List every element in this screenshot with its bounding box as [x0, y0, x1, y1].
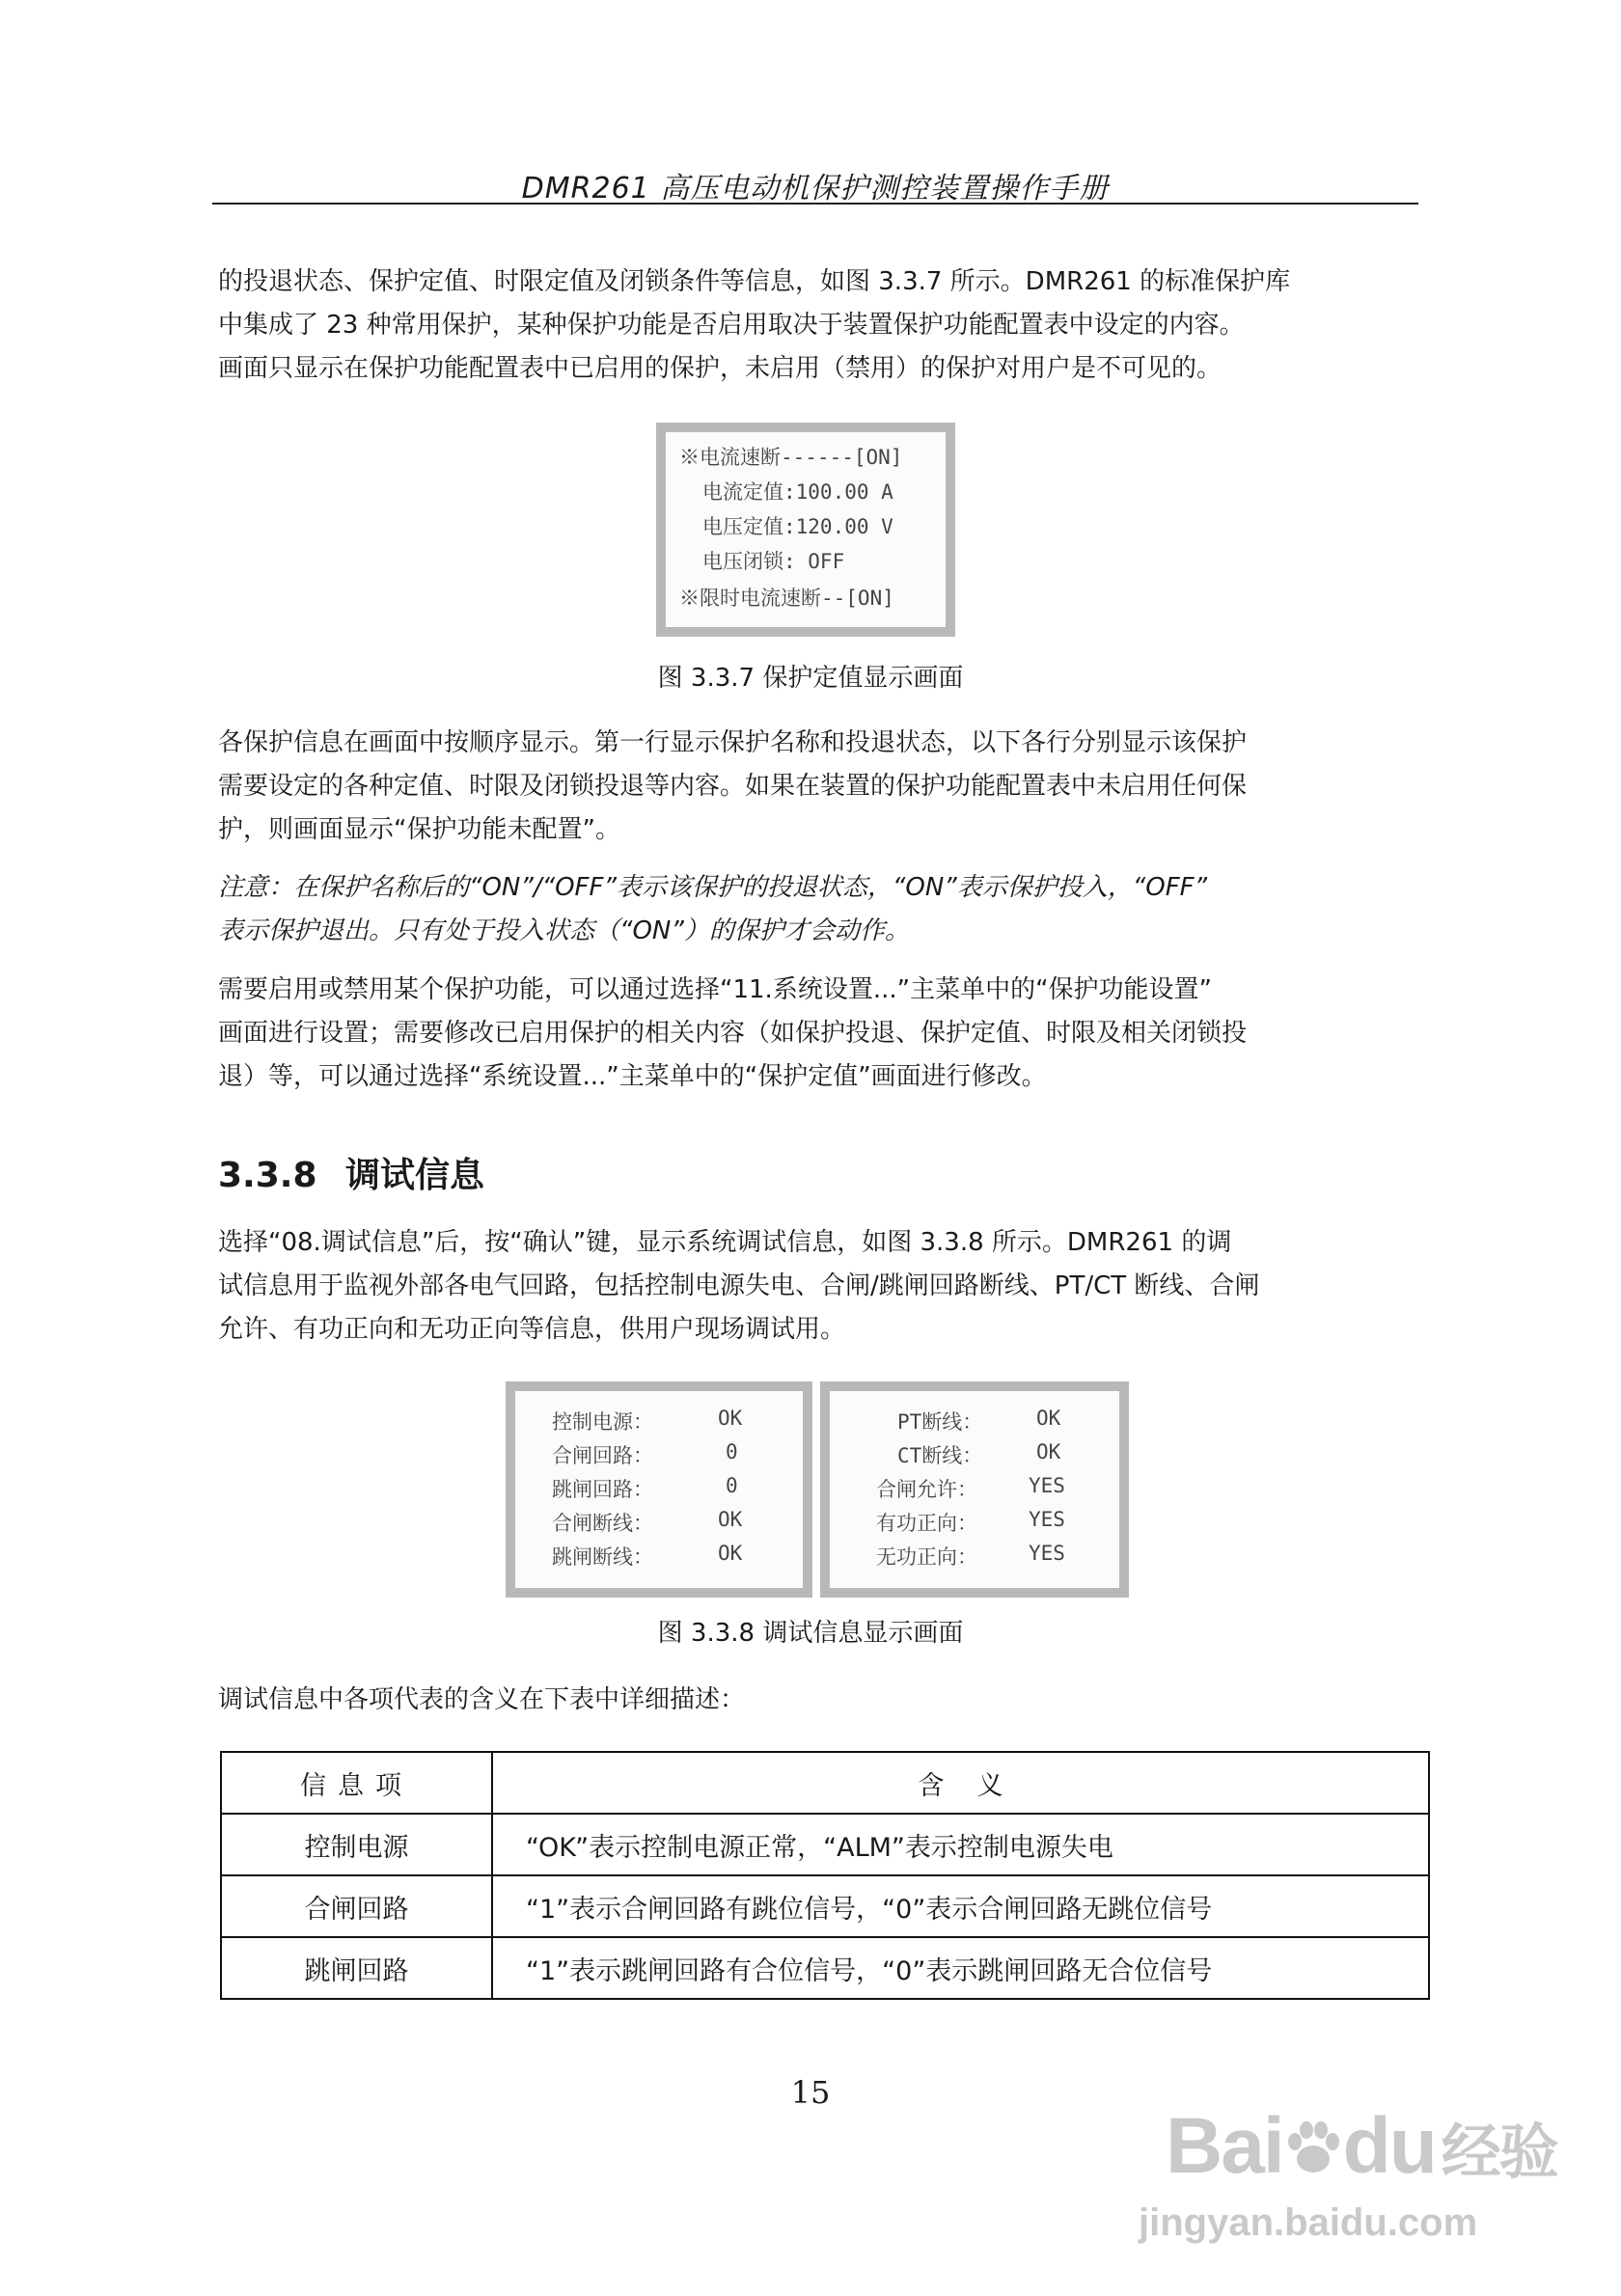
debug-label: 有功正向： [876, 1512, 977, 1535]
paragraph-line: 退）等，可以通过选择“系统设置...”主菜单中的“保护定值”画面进行修改。 [218, 1062, 1047, 1091]
debug-label: 跳闸回路： [552, 1478, 653, 1501]
section-title: 调试信息 [345, 1156, 485, 1195]
paw-icon [1283, 2107, 1343, 2167]
watermark-url: jingyan.baidu.com [1139, 2201, 1478, 2244]
debug-value: YES [1029, 1542, 1065, 1565]
table-row [221, 1937, 1429, 1999]
figure-338-left-screen [506, 1381, 812, 1598]
debug-label: 合闸回路： [552, 1444, 653, 1467]
debug-value: OK [718, 1407, 743, 1430]
header-rule [212, 203, 1418, 205]
paragraph-enable-disable [218, 969, 1415, 1099]
debug-info-table [220, 1751, 1430, 2000]
debug-value: YES [1029, 1508, 1065, 1531]
lcd-line: 电压定值:120.00 V [702, 515, 893, 538]
paragraph-line: 选择“08.调试信息”后，按“确认”键，显示系统调试信息，如图 3.3.8 所示。DMR261 的调 [218, 1228, 1232, 1257]
section-number: 3.3.8 [218, 1156, 317, 1195]
table-header-item: 信息项 [221, 1752, 492, 1814]
paragraph-debug-info [218, 1221, 1415, 1352]
lcd-line: ※电流速断------[ON] [679, 446, 903, 469]
paragraph-line: 护，则画面显示“保护功能未配置”。 [218, 815, 620, 844]
figure-337-screen [656, 423, 955, 637]
debug-value: YES [1029, 1474, 1065, 1497]
paragraph-line: 允许、有功正向和无功正向等信息，供用户现场调试用。 [218, 1315, 846, 1344]
lcd-line: 电压闭锁: OFF [702, 550, 845, 573]
paragraph-line: 试信息用于监视外部各电气回路，包括控制电源失电、合闸/跳闸回路断线、PT/CT 断线、合闸 [218, 1271, 1260, 1300]
debug-label: 无功正向： [876, 1545, 977, 1569]
debug-label: 控制电源： [552, 1410, 653, 1434]
table-cell-meaning: “OK”表示控制电源正常，“ALM”表示控制电源失电 [492, 1814, 1429, 1875]
table-cell-item: 控制电源 [221, 1814, 492, 1875]
debug-label: 合闸允许： [876, 1478, 977, 1501]
figure-338-caption: 图 3.3.8 调试信息显示画面 [657, 1619, 964, 1648]
paragraph-line: 需要启用或禁用某个保护功能，可以通过选择“11.系统设置...”主菜单中的“保护功能设置” [218, 975, 1213, 1004]
table-cell-item: 合闸回路 [221, 1875, 492, 1937]
paragraph-display-order [218, 722, 1415, 852]
page-number: 15 [790, 2074, 831, 2111]
table-intro [218, 1679, 1415, 1722]
table-header-meaning: 含 义 [492, 1752, 1429, 1814]
table-header-row [221, 1752, 1429, 1814]
figure-338-right-screen [820, 1381, 1129, 1598]
paragraph-line: 中集成了 23 种常用保护，某种保护功能是否启用取决于装置保护功能配置表中设定的内容。 [218, 311, 1245, 340]
table-row [221, 1814, 1429, 1875]
debug-value: OK [718, 1508, 743, 1531]
debug-value: OK [718, 1542, 743, 1565]
note-paragraph [218, 866, 1415, 953]
watermark-logo [1166, 2101, 1557, 2192]
paragraph-protection-intro [218, 260, 1415, 391]
debug-value: OK [1036, 1407, 1061, 1430]
watermark-jingyan: 经验 [1441, 2119, 1557, 2186]
debug-label: 跳闸断线： [552, 1545, 653, 1569]
paragraph-line: 注意：在保护名称后的“ON”/“OFF”表示该保护的投退状态，“ON”表示保护投入，“OFF” [218, 873, 1208, 902]
running-header: DMR261 高压电动机保护测控装置操作手册 [521, 172, 1110, 205]
figure-337-caption: 图 3.3.7 保护定值显示画面 [657, 664, 964, 693]
table-cell-meaning: “1”表示跳闸回路有合位信号，“0”表示跳闸回路无合位信号 [492, 1937, 1429, 1999]
section-heading [218, 1148, 484, 1197]
debug-label: 合闸断线： [552, 1512, 653, 1535]
debug-label: PT断线： [897, 1410, 983, 1434]
table-row [221, 1875, 1429, 1937]
paragraph-line: 画面进行设置；需要修改已启用保护的相关内容（如保护投退、保护定值、时限及相关闭锁投 [218, 1019, 1248, 1048]
debug-label: CT断线： [897, 1444, 983, 1467]
paragraph-line: 调试信息中各项代表的含义在下表中详细描述： [218, 1685, 746, 1714]
paragraph-line: 需要设定的各种定值、时限及闭锁投退等内容。如果在装置的保护功能配置表中未启用任何保 [218, 772, 1248, 801]
paragraph-line: 画面只显示在保护功能配置表中已启用的保护，未启用（禁用）的保护对用户是不可见的。 [218, 354, 1223, 383]
table-cell-meaning: “1”表示合闸回路有跳位信号，“0”表示合闸回路无跳位信号 [492, 1875, 1429, 1937]
debug-value: 0 [726, 1440, 738, 1463]
debug-value: OK [1036, 1440, 1061, 1463]
debug-value: 0 [726, 1474, 738, 1497]
paragraph-line: 表示保护退出。只有处于投入状态（“ON”）的保护才会动作。 [218, 916, 910, 945]
lcd-line: ※限时电流速断--[ON] [679, 587, 894, 610]
watermark-brand: Bai [1166, 2102, 1283, 2190]
paragraph-line: 各保护信息在画面中按顺序显示。第一行显示保护名称和投退状态，以下各行分别显示该保护 [218, 728, 1248, 757]
paragraph-line: 的投退状态、保护定值、时限定值及闭锁条件等信息，如图 3.3.7 所示。DMR261 的标准保护库 [218, 267, 1291, 296]
watermark-brand2: du [1342, 2102, 1436, 2190]
lcd-line: 电流定值:100.00 A [702, 480, 893, 504]
table-cell-item: 跳闸回路 [221, 1937, 492, 1999]
